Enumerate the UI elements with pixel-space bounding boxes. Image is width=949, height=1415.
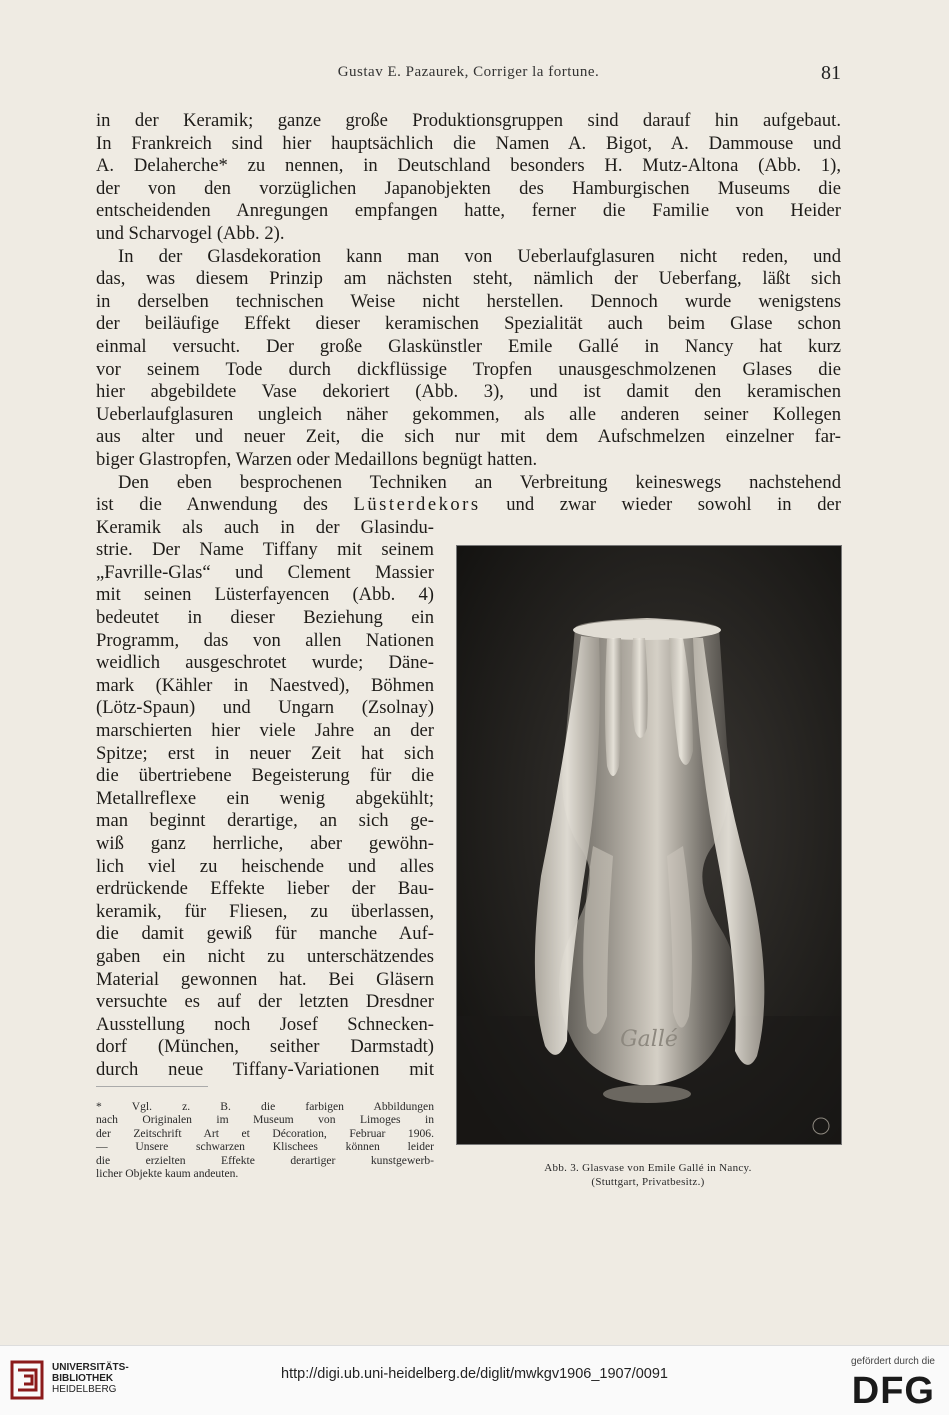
column-line: Material gewonnen hat. Bei Gläsern bbox=[96, 968, 434, 990]
column-line: strie. Der Name Tiffany mit seinem bbox=[96, 539, 434, 561]
column-line: bedeutet in dieser Beziehung ein bbox=[96, 607, 434, 629]
figure-caption-source: (Stuttgart, Privatbesitz.) bbox=[591, 1176, 705, 1188]
running-title: Gustav E. Pazaurek, Corriger la fortune. bbox=[337, 64, 600, 80]
narrow-column bbox=[96, 517, 434, 1082]
footnote-line: die erzielten Effekte derartiger kunstgewerb- bbox=[96, 1153, 434, 1167]
page-header bbox=[96, 62, 841, 90]
figure-caption: Abb. 3. Glasvase von Emile Gallé in Nancy. bbox=[544, 1162, 752, 1174]
text-line: der von den vorzüglichen Japanobjekten des Hamburgischen Museums die bbox=[96, 177, 841, 199]
digitization-footer bbox=[0, 1345, 949, 1415]
footnote-line: nach Originalen im Museum von Limoges in bbox=[96, 1113, 434, 1127]
text-line: das, was diesem Prinzip am nächsten steht, nämlich der Ueberfang, läßt sich bbox=[96, 268, 841, 290]
permalink[interactable]: http://digi.ub.uni-heidelberg.de/diglit/mwkgv1906_1907/0091 bbox=[281, 1366, 668, 1382]
text-line: einmal versucht. Der große Glaskünstler Emile Gallé in Nancy hat kurz bbox=[96, 335, 841, 357]
column-line: die übertriebene Begeisterung für die bbox=[96, 765, 434, 787]
library-name-line: HEIDELBERG bbox=[52, 1384, 117, 1395]
column-line: Ausstellung noch Josef Schnecken- bbox=[96, 1013, 434, 1035]
luster-line bbox=[96, 494, 841, 517]
vase-illustration bbox=[457, 546, 841, 1144]
footnote-rule bbox=[96, 1086, 208, 1087]
text-line: in derselben technischen Weise nicht herstellen. Dennoch wurde wenigstens bbox=[96, 290, 841, 312]
column-line: mark (Kähler in Naestved), Böhmen bbox=[96, 674, 434, 696]
paragraph-start: Den eben besprochenen Techniken an Verbreitung keineswegs nachstehend bbox=[118, 471, 841, 493]
text-line: hier abgebildete Vase dekoriert (Abb. 3), und ist damit den keramischen bbox=[96, 381, 841, 403]
text-line: der beiläufige Effekt dieser keramischen Spezialität auch beim Glase schon bbox=[96, 313, 841, 335]
text-line: aus alter und neuer Zeit, die sich nur mit dem Aufschmelzen einzelner far- bbox=[96, 426, 841, 448]
column-line: dorf (München, seither Darmstadt) bbox=[96, 1036, 434, 1058]
footnote bbox=[96, 1100, 434, 1180]
luster-line-before: ist die Anwendung des bbox=[96, 494, 354, 516]
footnote-line: * Vgl. z. B. die farbigen Abbildungen bbox=[96, 1100, 434, 1113]
text-line: entscheidenden Anregungen empfangen hatte, ferner die Familie von Heider bbox=[96, 200, 841, 222]
column-line: mit seinen Lüsterfayencen (Abb. 4) bbox=[96, 584, 434, 606]
text-line: A. Delaherche* zu nennen, in Deutschland besonders H. Mutz-Altona (Abb. 1), bbox=[96, 155, 841, 177]
dfg-logo: DFG bbox=[851, 1370, 935, 1412]
funding-note: gefördert durch die bbox=[851, 1356, 935, 1367]
library-name-line: UNIVERSITÄTS- bbox=[52, 1362, 129, 1373]
footnote-line: licher Objekte kaum andeuten. bbox=[96, 1167, 239, 1181]
text-line: biger Glastropfen, Warzen oder Medaillons begnügt hatten. bbox=[96, 448, 538, 470]
text-line: vor seinem Tode durch dickflüssige Tropfen unausgeschmolzenen Glases die bbox=[96, 358, 841, 380]
column-line: versuchte es auf der letzten Dresdner bbox=[96, 991, 434, 1013]
column-line: weidlich ausgeschrotet wurde; Däne- bbox=[96, 652, 434, 674]
column-line: lich viel zu heischende und alles bbox=[96, 855, 434, 877]
column-line: Metallreflexe ein wenig abgekühlt; bbox=[96, 787, 434, 809]
library-name-line: BIBLIOTHEK bbox=[52, 1373, 114, 1384]
column-line: (Lötz-Spaun) und Ungarn (Zsolnay) bbox=[96, 697, 434, 719]
column-line: Spitze; erst in neuer Zeit hat sich bbox=[96, 742, 434, 764]
column-line: durch neue Tiffany-Variationen mit bbox=[96, 1058, 434, 1080]
text-line: und Scharvogel (Abb. 2). bbox=[96, 222, 285, 244]
paragraph-start: In der Glasdekoration kann man von Ueberlaufglasuren nicht reden, und bbox=[118, 245, 841, 267]
luster-line-after: und zwar wieder sowohl in der bbox=[480, 494, 841, 516]
text-line: In Frankreich sind hier hauptsächlich die Namen A. Bigot, A. Dammouse und bbox=[96, 132, 841, 154]
footnote-line: — Unsere schwarzen Klischees können leider bbox=[96, 1140, 434, 1154]
footnote-line: der Zeitschrift Art et Décoration, Februar 1906. bbox=[96, 1126, 434, 1140]
svg-text:Gallé: Gallé bbox=[620, 1027, 678, 1052]
vase-photograph bbox=[456, 545, 842, 1145]
column-line: Programm, das von allen Nationen bbox=[96, 629, 434, 651]
column-line: erdrückende Effekte lieber der Bau- bbox=[96, 878, 434, 900]
luster-emphasis: Lüsterdekors bbox=[353, 494, 481, 516]
column-line: „Favrille-Glas“ und Clement Massier bbox=[96, 561, 434, 583]
column-line: keramik, für Fliesen, zu überlassen, bbox=[96, 900, 434, 922]
column-line: gaben ein nicht zu unterschätzendes bbox=[96, 945, 434, 967]
column-line: man beginnt derartige, an sich ge- bbox=[96, 810, 434, 832]
text-line: Ueberlaufglasuren ungleich näher gekommen, als alle anderen seiner Kollegen bbox=[96, 403, 841, 425]
page-number: 81 bbox=[821, 62, 841, 84]
column-line: Keramik als auch in der Glasindu- bbox=[96, 516, 434, 538]
column-line: marschierten hier viele Jahre an der bbox=[96, 720, 434, 742]
column-line: die damit gewiß für manche Auf- bbox=[96, 923, 434, 945]
text-line: in der Keramik; ganze große Produktionsgruppen sind darauf hin aufgebaut. bbox=[96, 110, 841, 131]
column-line: wiß ganz herrliche, aber gewöhn- bbox=[96, 833, 434, 854]
